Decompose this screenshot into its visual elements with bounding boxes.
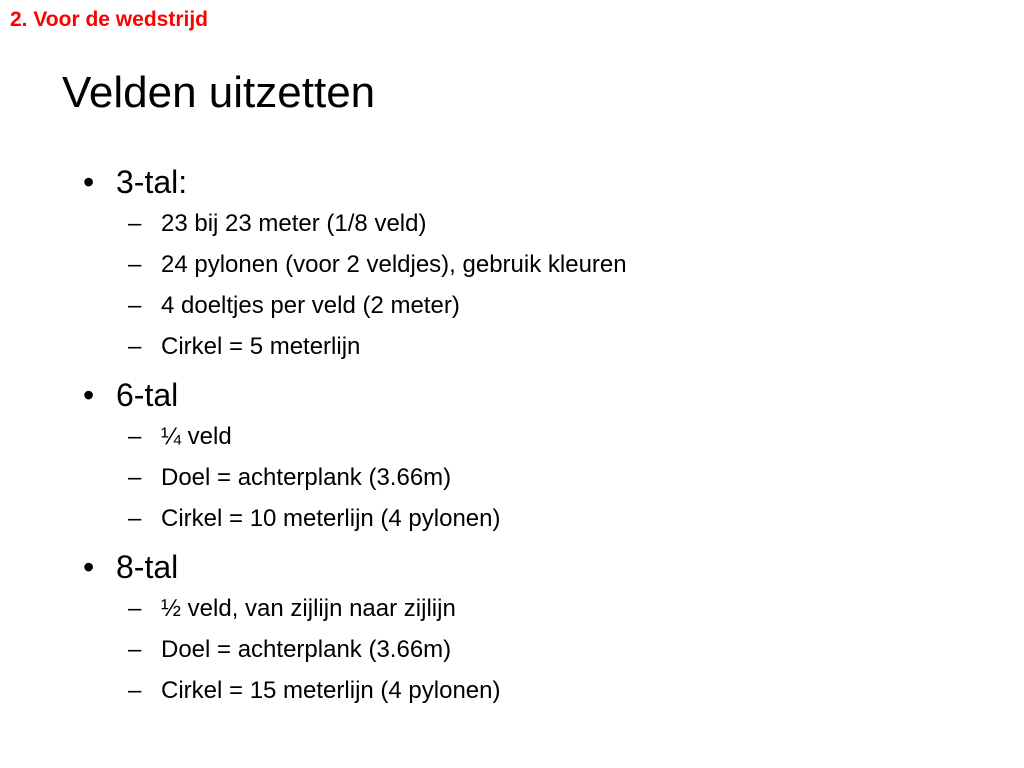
dash-marker: – xyxy=(128,595,142,622)
sub-item xyxy=(128,292,460,320)
sub-item xyxy=(128,251,627,279)
sub-item-text: Doel = achterplank (3.66m) xyxy=(161,636,452,663)
dash-marker: – xyxy=(128,677,142,704)
sub-item-text: Cirkel = 5 meterlijn xyxy=(161,333,361,360)
bullet-item-8-tal xyxy=(83,549,178,585)
sub-item xyxy=(128,210,426,238)
sub-item xyxy=(128,677,500,705)
dash-marker: – xyxy=(128,464,142,491)
sub-item xyxy=(128,595,456,623)
dash-marker: – xyxy=(128,333,142,360)
sub-item xyxy=(128,423,232,451)
dash-marker: – xyxy=(128,423,142,450)
dash-marker: – xyxy=(128,251,142,278)
bullet-marker: • xyxy=(83,549,95,585)
sub-item xyxy=(128,636,451,664)
bullet-text: 3-tal: xyxy=(116,164,188,200)
bullet-marker: • xyxy=(83,164,95,200)
section-label: 2. Voor de wedstrijd xyxy=(10,8,208,31)
sub-item xyxy=(128,333,360,361)
bullet-text: 6-tal xyxy=(116,377,179,413)
bullet-item-6-tal xyxy=(83,377,178,413)
bullet-item-3-tal xyxy=(83,164,187,200)
dash-marker: – xyxy=(128,292,142,319)
dash-marker: – xyxy=(128,505,142,532)
bullet-text: 8-tal xyxy=(116,549,179,585)
sub-item-text: Cirkel = 10 meterlijn (4 pylonen) xyxy=(161,505,501,532)
sub-item-text: 24 pylonen (voor 2 veldjes), gebruik kleuren xyxy=(161,251,627,278)
dash-marker: – xyxy=(128,636,142,663)
sub-item xyxy=(128,505,500,533)
sub-item xyxy=(128,464,451,492)
bullet-marker: • xyxy=(83,377,95,413)
slide-title: Velden uitzetten xyxy=(62,68,376,117)
dash-marker: – xyxy=(128,210,142,237)
sub-item-text: 4 doeltjes per veld (2 meter) xyxy=(161,292,460,319)
sub-item-text: Cirkel = 15 meterlijn (4 pylonen) xyxy=(161,677,501,704)
sub-item-text: ¼ veld xyxy=(161,423,232,450)
sub-item-text: Doel = achterplank (3.66m) xyxy=(161,464,452,491)
sub-item-text: 23 bij 23 meter (1/8 veld) xyxy=(161,210,427,237)
sub-item-text: ½ veld, van zijlijn naar zijlijn xyxy=(161,595,456,622)
